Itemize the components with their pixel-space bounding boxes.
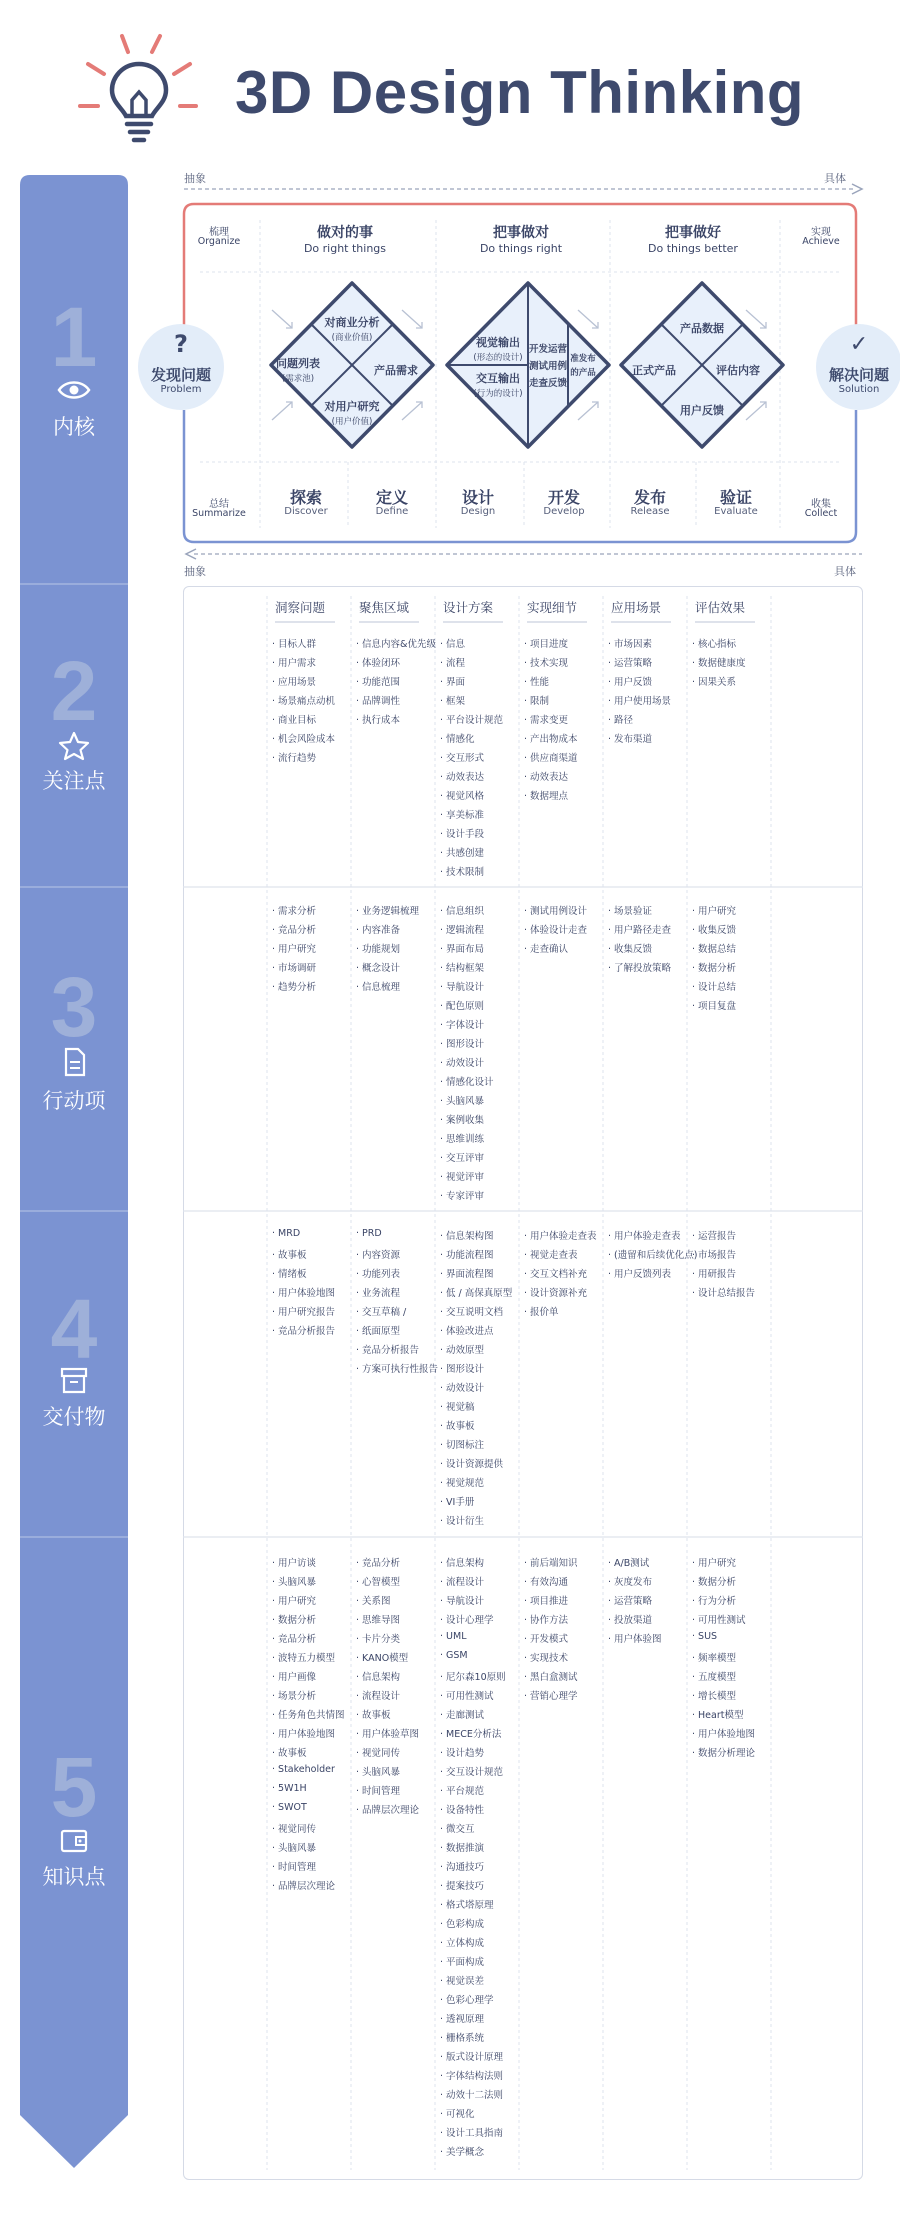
focus-item: · 性能 xyxy=(524,677,550,688)
knowledge-item: · 行为分析 xyxy=(692,1596,737,1607)
d1-top: 对商业分析 xyxy=(324,316,380,329)
d2-bottom-sub: (行为的设计) xyxy=(473,389,523,399)
knowledge-item: · 故事板 xyxy=(356,1710,391,1721)
deliverables-item: · MRD xyxy=(272,1228,301,1239)
section-name-3: 行动项 xyxy=(42,1089,106,1113)
knowledge-item: · 五度模型 xyxy=(692,1672,737,1683)
actions-item: · 界面布局 xyxy=(440,944,485,955)
knowledge-item: · 提案技巧 xyxy=(440,1881,485,1892)
knowledge-item: · 思维导图 xyxy=(356,1615,401,1626)
checkmark-icon: ✓ xyxy=(849,332,869,357)
knowledge-item: · 平面构成 xyxy=(440,1957,485,1968)
knowledge-item: · 设计工具指南 xyxy=(440,2128,504,2139)
actions-item: · 内容准备 xyxy=(356,925,401,936)
knowledge-item: · 用户访谈 xyxy=(272,1558,317,1569)
knowledge-item: · 黑白盒测试 xyxy=(524,1672,578,1683)
d1-bottom: 对用户研究 xyxy=(324,400,380,413)
knowledge-item: · 运营策略 xyxy=(608,1596,653,1607)
section-number-1: 1 xyxy=(50,290,98,384)
header-do-things-better-en: Do things better xyxy=(648,242,738,255)
focus-item: · 核心指标 xyxy=(692,639,737,650)
actions-item: · 用户研究 xyxy=(692,906,737,917)
knowledge-item: · 沟通技巧 xyxy=(440,1862,485,1873)
knowledge-item: · 有效沟通 xyxy=(524,1577,569,1588)
knowledge-item: · A/B测试 xyxy=(608,1558,650,1569)
actions-item: · 信息组织 xyxy=(440,906,485,917)
focus-item: · 应用场景 xyxy=(272,677,317,688)
focus-item: · 用户反馈 xyxy=(608,677,653,688)
focus-item: · 路径 xyxy=(608,715,634,726)
knowledge-item: · 用户体验地图 xyxy=(272,1729,336,1740)
knowledge-item: · 卡片分类 xyxy=(356,1634,401,1645)
phase-release-en: Release xyxy=(630,506,670,517)
collect-label: 收集 xyxy=(811,499,831,510)
focus-item: · 平台设计规范 xyxy=(440,715,504,726)
actions-item: · 体验设计走查 xyxy=(524,925,588,936)
column-header-underlines xyxy=(183,620,863,624)
section-name-4: 交付物 xyxy=(42,1405,106,1429)
box-icon xyxy=(56,1365,92,1395)
section-name-2: 关注点 xyxy=(42,769,106,793)
knowledge-item: · 信息架构 xyxy=(356,1672,401,1683)
deliverables-item: · 设计衍生 xyxy=(440,1516,485,1527)
deliverables-item: · 低 / 高保真原型 xyxy=(440,1288,513,1299)
actions-item: · 收集反馈 xyxy=(692,925,737,936)
d1-right: 产品需求 xyxy=(374,364,418,377)
section-name-1: 内核 xyxy=(53,415,95,439)
header-do-things-right-en: Do things right xyxy=(479,242,563,255)
focus-item: · 数据健康度 xyxy=(692,658,746,669)
phase-develop-en: Develop xyxy=(543,506,585,517)
knowledge-item: · 设计趋势 xyxy=(440,1748,485,1759)
actions-item: · 概念设计 xyxy=(356,963,401,974)
focus-item: · 信息 xyxy=(440,639,466,650)
focus-item: · 机会风险成本 xyxy=(272,734,336,745)
d2-right-1: 准发布 xyxy=(570,354,596,364)
deliverables-item: · 用户体验走查表 xyxy=(608,1231,681,1242)
knowledge-item: · 头脑风暴 xyxy=(272,1843,317,1854)
knowledge-item: · 任务角色共情图 xyxy=(272,1710,345,1721)
focus-item: · 动效表达 xyxy=(524,772,569,783)
knowledge-item: · 可用性测试 xyxy=(692,1615,746,1626)
document-icon xyxy=(56,1047,92,1077)
knowledge-item: · 时间管理 xyxy=(356,1786,401,1797)
phase-evaluate: 验证 xyxy=(719,488,752,507)
knowledge-item: · 格式塔原理 xyxy=(440,1900,494,1911)
focus-item: · 框架 xyxy=(440,696,466,707)
d2-mid-2: 测试用例 xyxy=(528,361,567,372)
deliverables-item: · 设计总结报告 xyxy=(692,1288,756,1299)
actions-item: · 情感化设计 xyxy=(440,1077,494,1088)
achieve-label: 实现 xyxy=(811,227,831,238)
knowledge-item: · 竞品分析 xyxy=(356,1558,401,1569)
collect-label-en: Collect xyxy=(804,508,838,519)
knowledge-item: · 前后端知识 xyxy=(524,1558,578,1569)
summarize-label: 总结 xyxy=(209,499,229,510)
actions-item: · 专家评审 xyxy=(440,1191,485,1202)
focus-item: · 技术限制 xyxy=(440,867,485,878)
actions-item: · 了解投放策略 xyxy=(608,963,672,974)
actions-item: · 数据总结 xyxy=(692,944,737,955)
phase-evaluate-en: Evaluate xyxy=(714,506,758,517)
deliverables-item: · 用研报告 xyxy=(692,1269,737,1280)
deliverables-item: · 体验改进点 xyxy=(440,1326,494,1337)
actions-item: · 走查确认 xyxy=(524,944,569,955)
knowledge-item: · 实现技术 xyxy=(524,1653,569,1664)
knowledge-item: · SWOT xyxy=(272,1802,307,1813)
concrete-to-abstract-arrow xyxy=(184,548,864,560)
focus-item: · 发布渠道 xyxy=(608,734,653,745)
deliverables-item: · 视觉规范 xyxy=(440,1478,485,1489)
focus-item: · 用户使用场景 xyxy=(608,696,672,707)
actions-item: · 思维训练 xyxy=(440,1134,485,1145)
knowledge-item: · 数据推演 xyxy=(440,1843,485,1854)
knowledge-item: · 投放渠道 xyxy=(608,1615,653,1626)
organize-label-en: Organize xyxy=(197,236,241,247)
deliverables-item: · 竞品分析报告 xyxy=(272,1326,336,1337)
wallet-icon xyxy=(56,1825,92,1855)
phase-discover-en: Discover xyxy=(284,506,328,517)
actions-item: · 用户研究 xyxy=(272,944,317,955)
deliverables-item: · 信息架构图 xyxy=(440,1231,494,1242)
actions-item: · 场景验证 xyxy=(608,906,653,917)
knowledge-item: · 心智模型 xyxy=(356,1577,401,1588)
knowledge-item: · 视觉误差 xyxy=(440,1976,485,1987)
phase-define: 定义 xyxy=(375,488,408,507)
knowledge-item: · 色彩构成 xyxy=(440,1919,485,1930)
sidebar xyxy=(20,175,128,2168)
knowledge-item: · 头脑风暴 xyxy=(272,1577,317,1588)
knowledge-item: · 开发模式 xyxy=(524,1634,569,1645)
knowledge-item: · 用户研究 xyxy=(272,1596,317,1607)
solution-label: 解决问题 xyxy=(828,366,889,384)
deliverables-item: · 用户反馈列表 xyxy=(608,1269,672,1280)
deliverables-item: · 用户体验地图 xyxy=(272,1288,336,1299)
knowledge-item: · 5W1H xyxy=(272,1783,307,1794)
phase-develop: 开发 xyxy=(547,488,580,507)
focus-item: · 项目进度 xyxy=(524,639,569,650)
actions-item: · 市场调研 xyxy=(272,963,317,974)
deliverables-item: · 视觉稿 xyxy=(440,1402,475,1413)
focus-item: · 需求变更 xyxy=(524,715,569,726)
deliverables-item: · 业务流程 xyxy=(356,1288,401,1299)
column-header-scenario: 应用场景 xyxy=(611,600,662,615)
focus-item: · 功能范围 xyxy=(356,677,401,688)
header-do-things-better: 把事做好 xyxy=(665,225,721,241)
actions-item: · 功能规划 xyxy=(356,944,401,955)
knowledge-item: · MECE分析法 xyxy=(440,1729,502,1740)
header-do-things-right: 把事做对 xyxy=(493,225,549,241)
actions-item: · 设计总结 xyxy=(692,982,737,993)
focus-item: · 产出物成本 xyxy=(524,734,578,745)
actions-item: · 竞品分析 xyxy=(272,925,317,936)
focus-item: · 视觉风格 xyxy=(440,791,485,802)
knowledge-item: · 立体构成 xyxy=(440,1938,485,1949)
focus-item: · 场景痛点动机 xyxy=(272,696,336,707)
d2-mid-1: 开发运营 xyxy=(528,344,567,355)
organize-label: 梳理 xyxy=(209,227,229,238)
abstract-label-top: 抽象 xyxy=(184,172,206,185)
deliverables-item: · 交互草稿 / xyxy=(356,1307,407,1318)
actions-item: · 导航设计 xyxy=(440,982,485,993)
column-header-design: 设计方案 xyxy=(443,600,494,615)
knowledge-item: · 增长模型 xyxy=(692,1691,737,1702)
concrete-label-bottom: 具体 xyxy=(834,565,856,578)
d2-mid-3: 走查反馈 xyxy=(528,378,567,389)
lightbulb-icon xyxy=(72,28,202,148)
problem-label: 发现问题 xyxy=(150,366,211,384)
deliverables-item: · PRD xyxy=(356,1228,382,1239)
phase-design-en: Design xyxy=(460,506,496,517)
d3-right: 评估内容 xyxy=(716,364,760,377)
knowledge-item: · 色彩心理学 xyxy=(440,1995,494,2006)
section-number-4: 4 xyxy=(50,1282,98,1376)
knowledge-item: · 数据分析 xyxy=(272,1615,317,1626)
deliverables-item: · (遗留和后续优化点) xyxy=(608,1250,698,1261)
abstract-label-bottom: 抽象 xyxy=(184,565,206,578)
knowledge-item: · 导航设计 xyxy=(440,1596,485,1607)
actions-item: · 结构框架 xyxy=(440,963,485,974)
deliverables-item: · 动效原型 xyxy=(440,1345,485,1356)
d1-left-sub: (需求池) xyxy=(281,374,315,384)
deliverables-item: · 设计资源补充 xyxy=(524,1288,588,1299)
knowledge-item: · SUS xyxy=(692,1631,718,1642)
deliverables-item: · VI手册 xyxy=(440,1497,475,1508)
knowledge-item: · 美学概念 xyxy=(440,2147,485,2158)
deliverables-item: · 内容资源 xyxy=(356,1250,401,1261)
d1-top-sub: (商业价值) xyxy=(331,333,373,343)
focus-item: · 享美标准 xyxy=(440,810,485,821)
focus-item: · 流行趋势 xyxy=(272,753,317,764)
knowledge-item: · 视觉同传 xyxy=(272,1824,317,1835)
knowledge-item: · 用户画像 xyxy=(272,1672,317,1683)
knowledge-item: · 故事板 xyxy=(272,1748,307,1759)
knowledge-item: · 竞品分析 xyxy=(272,1634,317,1645)
focus-item: · 共感创建 xyxy=(440,848,485,859)
knowledge-item: · 版式设计原理 xyxy=(440,2052,504,2063)
actions-item: · 收集反馈 xyxy=(608,944,653,955)
section-name-5: 知识点 xyxy=(42,1865,106,1889)
actions-item: · 信息梳理 xyxy=(356,982,401,993)
actions-item: · 趋势分析 xyxy=(272,982,317,993)
actions-item: · 用户路径走查 xyxy=(608,925,672,936)
deliverables-item: · 报价单 xyxy=(524,1307,559,1318)
actions-item: · 图形设计 xyxy=(440,1039,485,1050)
focus-item: · 体验闭环 xyxy=(356,658,401,669)
knowledge-item: · 频率模型 xyxy=(692,1653,737,1664)
deliverables-item: · 市场报告 xyxy=(692,1250,737,1261)
deliverables-item: · 纸面原型 xyxy=(356,1326,401,1337)
knowledge-item: · UML xyxy=(440,1631,467,1642)
focus-item: · 设计手段 xyxy=(440,829,485,840)
knowledge-item: · 流程设计 xyxy=(440,1577,485,1588)
d2-bottom: 交互输出 xyxy=(476,372,520,385)
knowledge-item: · 头脑风暴 xyxy=(356,1767,401,1778)
header-do-right-things: 做对的事 xyxy=(317,225,373,241)
knowledge-item: · 流程设计 xyxy=(356,1691,401,1702)
knowledge-item: · 场景分析 xyxy=(272,1691,317,1702)
knowledge-item: · 关系图 xyxy=(356,1596,391,1607)
knowledge-item: · 时间管理 xyxy=(272,1862,317,1873)
achieve-label-en: Achieve xyxy=(802,236,840,247)
star-icon xyxy=(56,731,92,761)
deliverables-item: · 交互说明文档 xyxy=(440,1307,504,1318)
knowledge-item: · 用户研究 xyxy=(692,1558,737,1569)
actions-item: · 项目复盘 xyxy=(692,1001,737,1012)
focus-item: · 流程 xyxy=(440,658,466,669)
deliverables-item: · 竞品分析报告 xyxy=(356,1345,420,1356)
phase-discover: 探索 xyxy=(289,488,322,507)
actions-item: · 逻辑流程 xyxy=(440,925,485,936)
knowledge-item: · 微交互 xyxy=(440,1824,475,1835)
knowledge-item: · 波特五力模型 xyxy=(272,1653,336,1664)
knowledge-item: · Stakeholder xyxy=(272,1764,335,1775)
deliverables-item: · 图形设计 xyxy=(440,1364,485,1375)
knowledge-item: · 项目推进 xyxy=(524,1596,569,1607)
section-number-2: 2 xyxy=(50,644,98,738)
concrete-label-top: 具体 xyxy=(824,172,846,185)
d3-bottom: 用户反馈 xyxy=(680,404,724,417)
knowledge-item: · 用户体验草图 xyxy=(356,1729,420,1740)
knowledge-item: · 栅格系统 xyxy=(440,2033,485,2044)
phase-design: 设计 xyxy=(461,488,494,507)
deliverables-item: · 切图标注 xyxy=(440,1440,485,1451)
header-do-right-things-en: Do right things xyxy=(303,242,387,255)
focus-item: · 市场因素 xyxy=(608,639,653,650)
eye-icon xyxy=(56,375,92,405)
knowledge-item: · KANO模型 xyxy=(356,1653,409,1664)
knowledge-item: · 用户体验地图 xyxy=(692,1729,756,1740)
column-header-focus: 聚焦区域 xyxy=(359,600,410,615)
d3-left: 正式产品 xyxy=(632,364,676,377)
focus-item: · 信息内容&优先级 xyxy=(356,639,436,650)
abstract-to-concrete-arrow xyxy=(184,183,864,195)
column-header-insight: 洞察问题 xyxy=(275,600,326,615)
phase-define-en: Define xyxy=(375,506,409,517)
focus-item: · 情感化 xyxy=(440,734,475,745)
summarize-label-en: Summarize xyxy=(192,508,246,519)
focus-item: · 交互形式 xyxy=(440,753,485,764)
deliverables-item: · 用户体验走查表 xyxy=(524,1231,597,1242)
deliverables-item: · 视觉走查表 xyxy=(524,1250,578,1261)
knowledge-item: · GSM xyxy=(440,1650,468,1661)
actions-item: · 需求分析 xyxy=(272,906,317,917)
knowledge-item: · 可视化 xyxy=(440,2109,475,2120)
knowledge-item: · 营销心理学 xyxy=(524,1691,578,1702)
deliverables-item: · 运营报告 xyxy=(692,1231,737,1242)
deliverables-item: · 功能列表 xyxy=(356,1269,401,1280)
knowledge-item: · 信息架构 xyxy=(440,1558,485,1569)
problem-label-en: Problem xyxy=(160,384,202,395)
focus-item: · 目标人群 xyxy=(272,639,317,650)
actions-item: · 交互评审 xyxy=(440,1153,485,1164)
deliverables-item: · 用户研究报告 xyxy=(272,1307,336,1318)
grid-lines xyxy=(183,586,863,2180)
d1-left: 问题列表 xyxy=(276,357,320,370)
actions-item: · 字体设计 xyxy=(440,1020,485,1031)
focus-item: · 品牌调性 xyxy=(356,696,401,707)
knowledge-item: · 动效十二法则 xyxy=(440,2090,504,2101)
focus-item: · 执行成本 xyxy=(356,715,401,726)
knowledge-item: · 设备特性 xyxy=(440,1805,485,1816)
actions-item: · 头脑风暴 xyxy=(440,1096,485,1107)
d2-right-2: 的产品 xyxy=(570,368,596,378)
knowledge-item: · 交互设计规范 xyxy=(440,1767,504,1778)
column-header-implement: 实现细节 xyxy=(527,600,578,615)
column-header-evaluate: 评估效果 xyxy=(695,600,746,615)
d2-top: 视觉输出 xyxy=(476,336,520,349)
focus-item: · 界面 xyxy=(440,677,466,688)
section-number-5: 5 xyxy=(50,1740,98,1834)
knowledge-item: · 平台规范 xyxy=(440,1786,485,1797)
actions-item: · 视觉评审 xyxy=(440,1172,485,1183)
knowledge-item: · 数据分析理论 xyxy=(692,1748,756,1759)
knowledge-item: · 品牌层次理论 xyxy=(356,1805,420,1816)
d1-bottom-sub: (用户价值) xyxy=(331,417,373,427)
deliverables-item: · 情绪板 xyxy=(272,1269,307,1280)
d3-top: 产品数据 xyxy=(680,322,724,335)
page-title: 3D Design Thinking xyxy=(235,59,805,126)
focus-item: · 商业目标 xyxy=(272,715,317,726)
deliverables-item: · 方案可执行性报告 xyxy=(356,1364,439,1375)
question-mark-icon: ? xyxy=(174,330,188,358)
knowledge-item: · 视觉同传 xyxy=(356,1748,401,1759)
knowledge-item: · 设计心理学 xyxy=(440,1615,494,1626)
focus-item: · 因果关系 xyxy=(692,677,737,688)
deliverables-item: · 动效设计 xyxy=(440,1383,485,1394)
deliverables-item: · 设计资源提供 xyxy=(440,1459,504,1470)
actions-item: · 测试用例设计 xyxy=(524,906,588,917)
section-number-3: 3 xyxy=(50,960,98,1054)
deliverables-item: · 交互文档补充 xyxy=(524,1269,588,1280)
knowledge-item: · 用户体验图 xyxy=(608,1634,662,1645)
knowledge-item: · 协作方法 xyxy=(524,1615,569,1626)
deliverables-item: · 界面流程图 xyxy=(440,1269,494,1280)
phase-release: 发布 xyxy=(633,488,666,507)
actions-item: · 配色原则 xyxy=(440,1001,485,1012)
focus-item: · 技术实现 xyxy=(524,658,569,669)
deliverables-item: · 故事板 xyxy=(440,1421,475,1432)
d2-top-sub: (形态的设计) xyxy=(473,353,523,363)
knowledge-item: · 透视原理 xyxy=(440,2014,485,2025)
knowledge-item: · 走廊测试 xyxy=(440,1710,485,1721)
focus-item: · 动效表达 xyxy=(440,772,485,783)
actions-item: · 业务逻辑梳理 xyxy=(356,906,420,917)
deliverables-item: · 功能流程图 xyxy=(440,1250,494,1261)
solution-label-en: Solution xyxy=(838,384,880,395)
actions-item: · 案例收集 xyxy=(440,1115,485,1126)
knowledge-item: · 品牌层次理论 xyxy=(272,1881,336,1892)
focus-item: · 供应商渠道 xyxy=(524,753,578,764)
knowledge-item: · 数据分析 xyxy=(692,1577,737,1588)
deliverables-item: · 故事板 xyxy=(272,1250,307,1261)
knowledge-item: · Heart模型 xyxy=(692,1710,744,1721)
knowledge-item: · 尼尔森10原则 xyxy=(440,1672,506,1683)
focus-item: · 运营策略 xyxy=(608,658,653,669)
actions-item: · 数据分析 xyxy=(692,963,737,974)
actions-item: · 动效设计 xyxy=(440,1058,485,1069)
focus-item: · 数据埋点 xyxy=(524,791,569,802)
focus-item: · 限制 xyxy=(524,696,550,707)
knowledge-item: · 字体结构法则 xyxy=(440,2071,504,2082)
focus-item: · 用户需求 xyxy=(272,658,317,669)
knowledge-item: · 可用性测试 xyxy=(440,1691,494,1702)
knowledge-item: · 灰度发布 xyxy=(608,1577,653,1588)
